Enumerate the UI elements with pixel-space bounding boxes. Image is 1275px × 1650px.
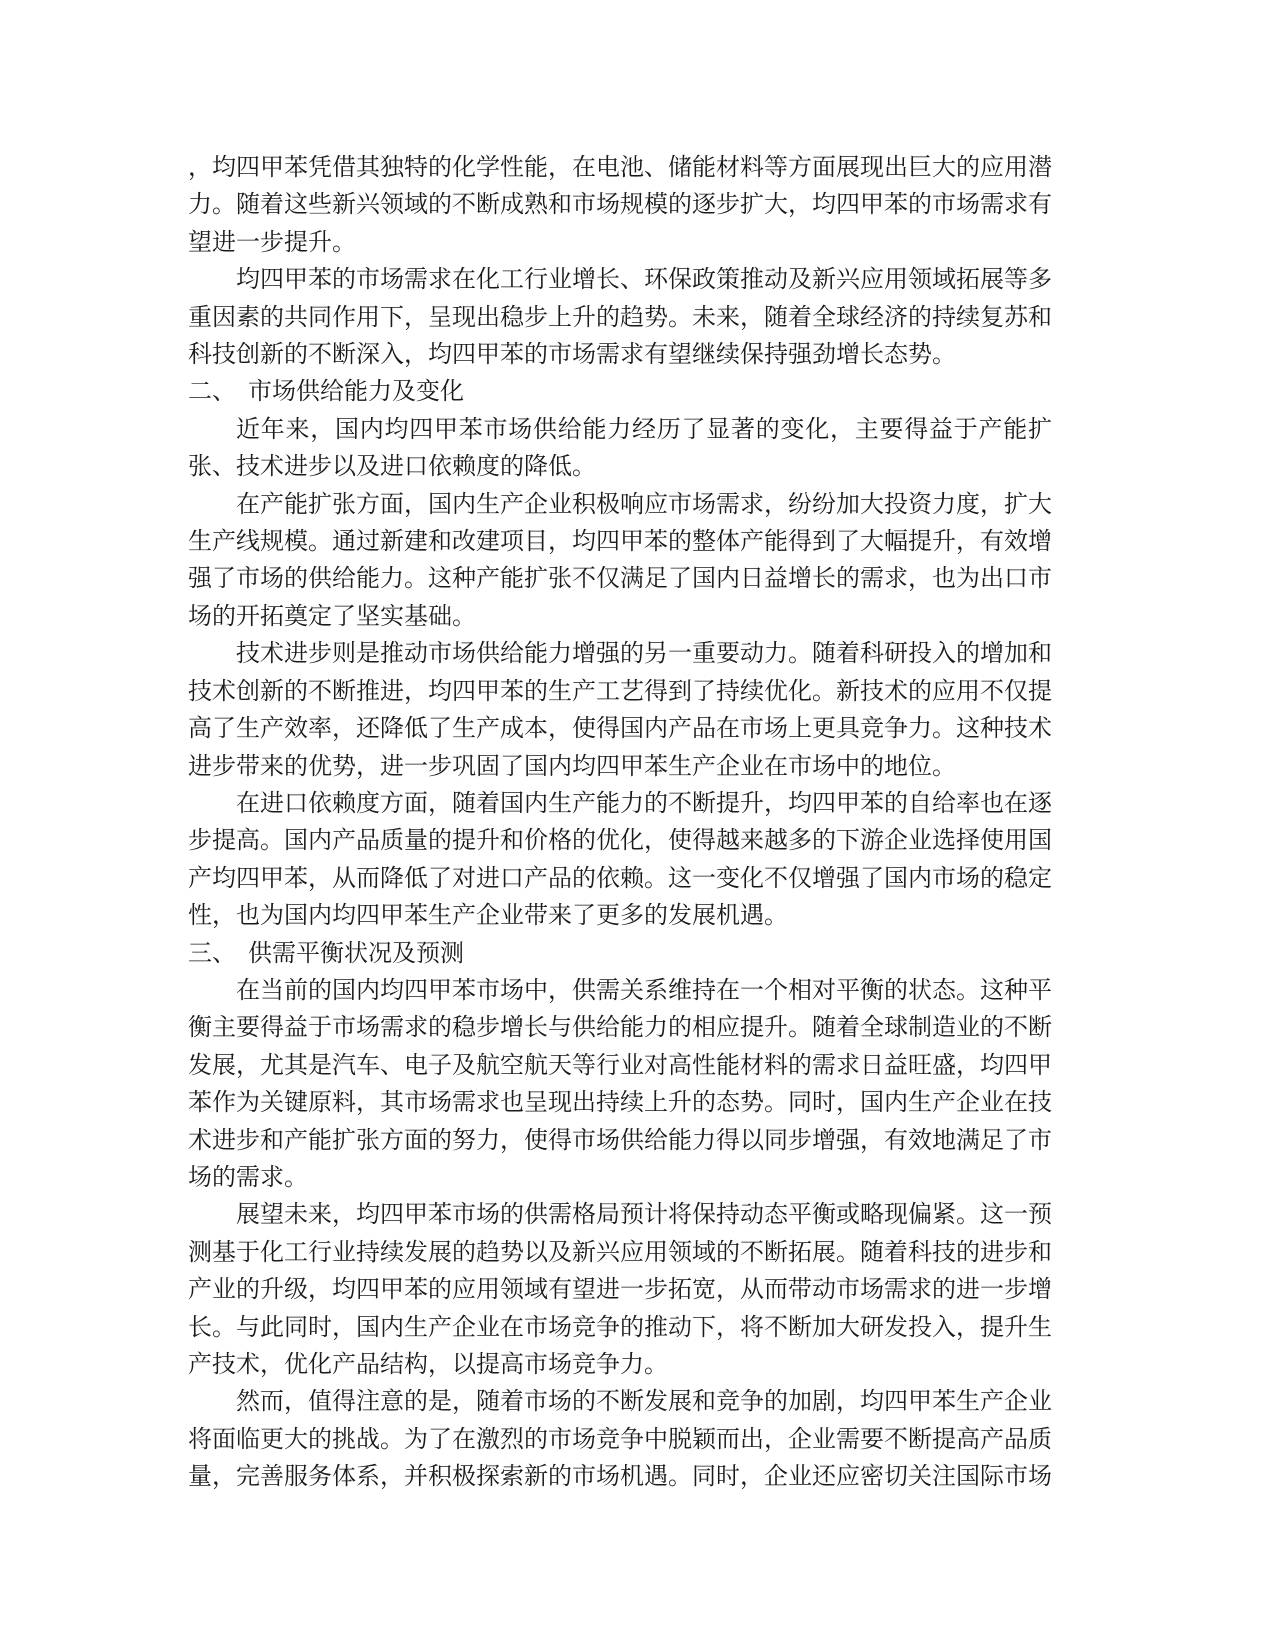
- paragraph: 均四甲苯的市场需求在化工行业增长、环保政策推动及新兴应用领域拓展等多重因素的共同作用下，呈现出稳步上升的趋势。未来，随着全球经济的持续复苏和科技创新的不断深入，均四甲苯的市场需求有望继续保持强劲增长态势。: [188, 267, 1052, 369]
- paragraph: 然而，值得注意的是，随着市场的不断发展和竞争的加剧，均四甲苯生产企业将面临更大的挑战。为了在激烈的市场竞争中脱颖而出，企业需要不断提高产品质量，完善服务体系，并积极探索新的市场机遇。同时，企业还应密切关注国际市场: [188, 1389, 1052, 1491]
- paragraph: 展望未来，均四甲苯市场的供需格局预计将保持动态平衡或略现偏紧。这一预测基于化工行业持续发展的趋势以及新兴应用领域的不断拓展。随着科技的进步和产业的升级，均四甲苯的应用领域有望进一步拓宽，从而带动市场需求的进一步增长。与此同时，国内生产企业在市场竞争的推动下，将不断加大研发投入，提升生产技术，优化产品结构，以提高市场竞争力。: [188, 1202, 1052, 1378]
- section-heading: 三、 供需平衡状况及预测: [188, 940, 464, 967]
- paragraph: 近年来，国内均四甲苯市场供给能力经历了显著的变化，主要得益于产能扩张、技术进步以及进口依赖度的降低。: [188, 416, 1052, 481]
- paragraph: 在当前的国内均四甲苯市场中，供需关系维持在一个相对平衡的状态。这种平衡主要得益于市场需求的稳步增长与供给能力的相应提升。随着全球制造业的不断发展，尤其是汽车、电子及航空航天等行业对高性能材料的需求日益旺盛，均四甲苯作为关键原料，其市场需求也呈现出持续上升的态势。同时，国内生产企业在技术进步和产能扩张方面的努力，使得市场供给能力得以同步增强，有效地满足了市场的需求。: [188, 977, 1052, 1191]
- document-body: [188, 150, 1052, 1497]
- section-heading: 二、 市场供给能力及变化: [188, 379, 464, 406]
- paragraph: 在产能扩张方面，国内生产企业积极响应市场需求，纷纷加大投资力度，扩大生产线规模。通过新建和改建项目，均四甲苯的整体产能得到了大幅提升，有效增强了市场的供给能力。这种产能扩张不仅满足了国内日益增长的需求，也为出口市场的开拓奠定了坚实基础。: [188, 491, 1052, 630]
- paragraph: 技术进步则是推动市场供给能力增强的另一重要动力。随着科研投入的增加和技术创新的不断推进，均四甲苯的生产工艺得到了持续优化。新技术的应用不仅提高了生产效率，还降低了生产成本，使得国内产品在市场上更具竞争力。这种技术进步带来的优势，进一步巩固了国内均四甲苯生产企业在市场中的地位。: [188, 641, 1052, 780]
- paragraph: 在进口依赖度方面，随着国内生产能力的不断提升，均四甲苯的自给率也在逐步提高。国内产品质量的提升和价格的优化，使得越来越多的下游企业选择使用国产均四甲苯，从而降低了对进口产品的依赖。这一变化不仅增强了国内市场的稳定性，也为国内均四甲苯生产企业带来了更多的发展机遇。: [188, 790, 1052, 930]
- paragraph: ，均四甲苯凭借其独特的化学性能，在电池、储能材料等方面展现出巨大的应用潜力。随着这些新兴领域的不断成熟和市场规模的逐步扩大，均四甲苯的市场需求有望进一步提升。: [188, 155, 1052, 256]
